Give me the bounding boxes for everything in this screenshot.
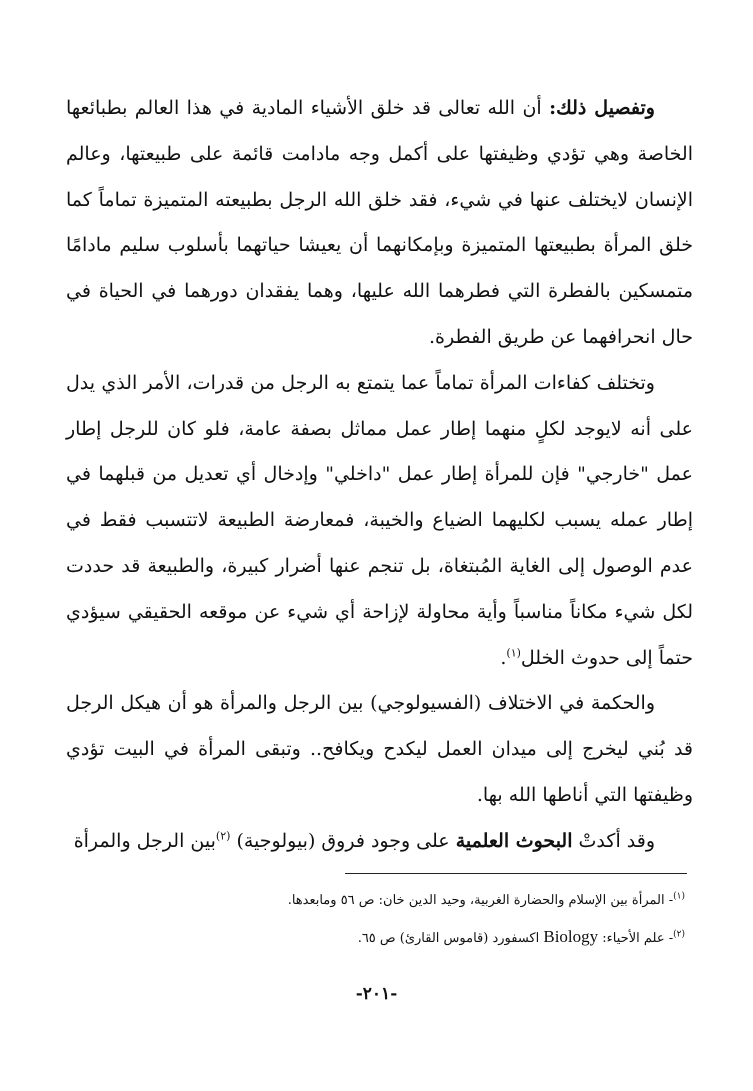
paragraph-1	[66, 86, 693, 361]
footnotes	[66, 886, 685, 960]
paragraph-2	[66, 361, 693, 682]
paragraph-3-text: والحكمة في الاختلاف (الفسيولوجي) بين الرجل والمرأة هو أن هيكل الرجل قد بُني ليخرج إلى ميدان العمل ليكدح ويكافح.. وتبقى المرأة في البيت تؤدي وظيفتها التي أناطها الله بها.	[66, 692, 693, 806]
page-number: -٢٠١-	[355, 984, 398, 1004]
paragraph-2-tail: .	[500, 646, 507, 669]
paragraph-4	[66, 819, 693, 865]
paragraph-4-before: وقد أكدتْ	[572, 829, 655, 852]
footnote-divider	[345, 873, 687, 874]
paragraph-3	[66, 681, 693, 818]
footnote-2-text-after: اكسفورد (قاموس القارئ) ص ٦٥.	[357, 931, 544, 946]
footnote-2-text-before: - علم الأحياء:	[598, 931, 674, 946]
footnote-1	[66, 886, 685, 916]
body-text	[66, 86, 693, 865]
footnote-1-mark: (١)	[673, 891, 685, 902]
footnote-2-mark: (٢)	[673, 929, 685, 940]
paragraph-4-bold: البحوث العلمية	[455, 829, 573, 852]
footnote-ref-1: (١)	[506, 646, 521, 660]
footnote-ref-2: (٢)	[215, 829, 231, 843]
paragraph-4-middle: على وجود فروق (بيولوجية)	[230, 829, 456, 852]
paragraph-2-text: وتختلف كفاءات المرأة تماماً عما يتمتع به الرجل من قدرات، الأمر الذي يدل على أنه لايوجد لكلٍ منهما إطار عمل مماثل بصفة عامة، فلو كان للرجل إطار عمل "خارجي" فإن للمرأة إطار عمل "داخلي" وإدخال أي تعديل من قبلهما في إطار عمله يسبب لكليهما الضياع والخيبة، فمعارضة الطبيعة لاتتسبب فقط في عدم الوصول إلى الغاية المُبتغاة، بل تنجم عنها أضرار كبيرة، والطبيعة قد حددت لكل شيء مكاناً مناسباً وأية محاولة لإزاحة أي شيء عن موقعه الحقيقي سيؤدي حتماً إلى حدوث الخلل	[66, 371, 693, 669]
footnote-2-latin: Biology	[543, 927, 599, 946]
footnote-1-text: - المرأة بين الإسلام والحضارة الغربية، وحيد الدين خان: ص ٥٦ ومابعدها.	[287, 893, 674, 908]
paragraph-4-after: بين الرجل والمرأة	[73, 829, 216, 852]
footnote-2	[66, 922, 685, 954]
paragraph-1-lead: وتفصيل ذلك:	[549, 97, 655, 119]
paragraph-1-text: أن الله تعالى قد خلق الأشياء المادية في هذا العالم بطبائعها الخاصة وهي تؤدي وظيفتها على أكمل وجه مادامت قائمة على طبيعتها، وعالم الإنسان لايختلف عنها في شيء، فقد خلق الله الرجل بطبيعته المتميزة تماماً كما خلق المرأة بطبيعتها المتميزة وبإمكانهما أن يعيشا حياتهما بأسلوب سليم مادامًا متمسكين بالفطرة التي فطرهما الله عليها، وهما يفقدان دورهما في الحياة في حال انحرافهما عن طريق الفطرة.	[66, 97, 693, 348]
